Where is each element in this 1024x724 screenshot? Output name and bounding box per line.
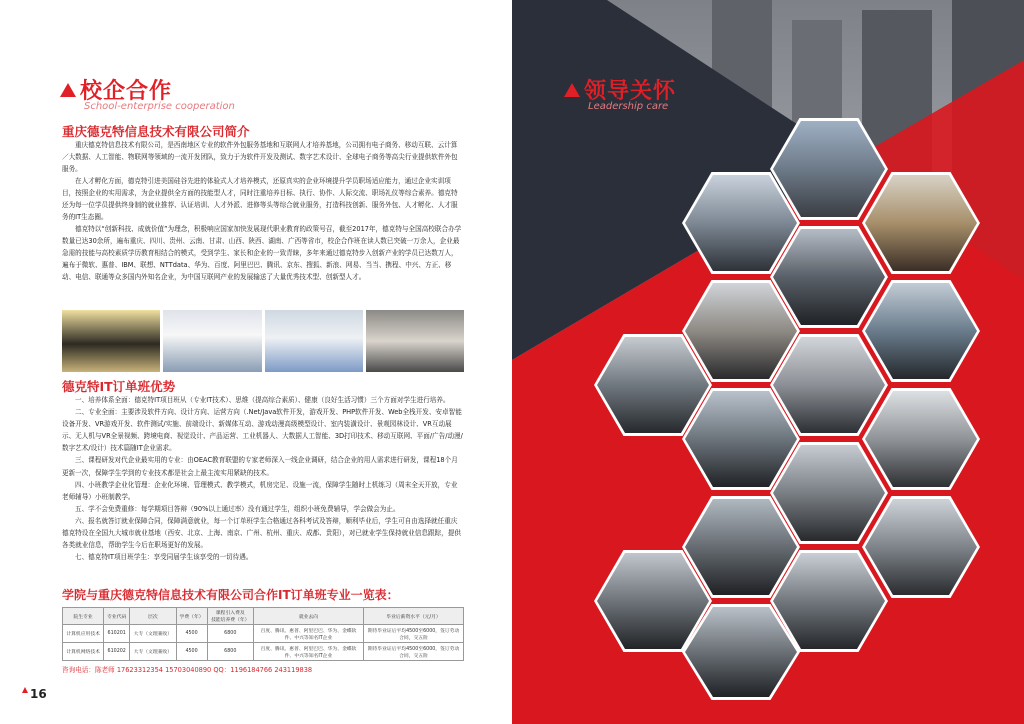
triangle-icon (564, 83, 580, 97)
advantage-item: 四、小班教学企业化管理：企业化环境、管理模式、教学模式，机房完足、设施一流，保障学生随时上机练习（周末全天开放，专业老师辅导）小班制教学。 (62, 480, 458, 501)
table-cell: 4500 (176, 625, 207, 643)
advantage-item: 五、学不会免费重修：每学期项目答辩（90%以上通过率）没有通过学生，组织小班免费辅导，学会做会为止。 (75, 504, 400, 513)
title-text: 校企合作 (80, 79, 173, 104)
section-subtitle: School-enterprise cooperation (84, 101, 235, 112)
photo-office (366, 310, 464, 372)
table-cell: 计算机网络技术 (63, 643, 104, 661)
major-table (62, 607, 464, 661)
table-cell: 6800 (207, 625, 253, 643)
table-header: 层次 (130, 608, 176, 625)
advantage-item: 一、培养体系全面：德克特IT项目班从（专业IT技术）、思维（提高综合素质）、健康（良好生活习惯）三个方面对学生进行培养。 (75, 396, 450, 404)
advantage-item: 三、课程研发对代企业最实用的专业：由OEAC教育联盟的专家老师深入一线企业调研，结合企业的用人需求进行研发，课程18个月更新一次，保障学生学到的专业技术都是社会上最主流实用紧缺的技术。 (62, 456, 458, 477)
intro-paragraph: 重庆德克特信息技术有限公司，是西南地区专业的软件外包服务基地和互联网人才培养基地，公司拥有电子商务、移动互联、云计算／大数据、人工智能、物联网等领域的一流开发团队，致力于为软件开发及测试、数字艺术设计、全球电子商务等高尖行业提供软件外包服务。 (62, 141, 458, 173)
table-cell: 计算机应用技术 (63, 625, 104, 643)
table-cell: 大专（文理兼收） (130, 643, 176, 661)
right-page (512, 0, 1024, 724)
table-cell: 大专（文理兼收） (130, 625, 176, 643)
table-header: 就业去向 (254, 608, 364, 625)
table-heading: 学院与重庆德克特信息技术有限公司合作IT订单班专业一览表： (62, 588, 399, 602)
table-header: 专业代码 (104, 608, 130, 625)
table-row (63, 643, 464, 661)
table-cell: 610202 (104, 643, 130, 661)
table-cell: 4500 (176, 643, 207, 661)
triangle-icon (60, 83, 76, 97)
photo-training-room (265, 310, 363, 372)
advantage-heading: 德克特IT订单班优势 (62, 379, 176, 394)
table-header: 院生专业 (63, 608, 104, 625)
table-cell: 6800 (207, 643, 253, 661)
right-section-subtitle: Leadership care (588, 101, 669, 112)
table-cell: 百度、腾讯、惠普、阿里巴巴、华为、金蝶软件、中兴等知名IT企业 (254, 625, 364, 643)
table-header: 学费（年） (176, 608, 207, 625)
advantage-item: 二、专业全面：主要涉及软件方向、设计方向、运营方向（.Net/Java软件开发，游戏开发、PHP软件开发、Web全栈开发、安卓智能设备开发、VR游戏开发、软件测试/实施、前端设计、新媒体互动、游戏动漫高级模型设计、室内装潢设计、景观园林设计、VR互动展示、无人机与VR全景视频、跨境电商、视觉设计、产品运营、工业机器人、大数据人工智能、3D打印技术、移动互联网、平面/广告/动漫/数字艺术/设计）技术篇随IT企业需求。 (62, 408, 463, 453)
table-cell: 期待毕业证后平均4500至6000，签订劳动合同，交五险 (364, 643, 464, 661)
table-cell: 610201 (104, 625, 130, 643)
contact-line: 咨询电话：陈老师 17623312354 15703040890 QQ：1196184766 243119838 (62, 666, 313, 674)
photo-classroom (62, 310, 160, 372)
photo-computer-lab (163, 310, 261, 372)
table-header: 课程引入费及 技能培养费（年） (207, 608, 253, 625)
advantage-list (62, 394, 464, 563)
company-heading: 重庆德克特信息技术有限公司简介 (62, 124, 250, 139)
table-row (63, 625, 464, 643)
page-number-text: 16 (30, 687, 47, 701)
advantage-item: 七、德克特IT项目班学生：享受同届学生该享受的一切待遇。 (75, 553, 253, 562)
page-number (22, 687, 47, 701)
table-cell: 期待毕业证后平均4500至6000，签订劳动合同，交五险 (364, 625, 464, 643)
table-header-row (63, 608, 464, 625)
table-header: 毕业后薪资水平（元/月） (364, 608, 464, 625)
intro-paragraph: 在人才孵化方面，德克特引进美国硅谷先进的体验式人才培养模式，还原真实的企业环境提升学员职场适应能力，通过企业实训项目，按照企业的实用需求，为企业提供全方面的技能型人才，同时注重培养目标、执行、协作、人际交流、职场礼仪等综合素养。德克特还为每一位学员提供终身制的就业推荐、认证培训、人才外派、进修等头等综合就业服务，打造科技创新、服务外包、人才孵化、人才服务的IT生态圈。 (62, 177, 458, 221)
advantage-item: 六、报名就答订就业保障合同，保障满意就业，每一个订单班学生合格通过各科考试及答辩，顺利毕业后，学生可自由选择就任重庆德克特设在全国九大城市就业基地（西安、北京、上海、南京、广州、杭州、重庆、成都、贵阳），对已就业学生保持就业信息跟踪，提供各类就业信息，帮助学生今后在职场更好的发展。 (62, 516, 461, 550)
title-text: 领导关怀 (584, 79, 677, 104)
intro-block (62, 139, 464, 283)
triangle-icon (22, 687, 28, 693)
intro-paragraph: 德克特以“创新科技、成就价值”为理念，积极响应国家加快发展现代职业教育的政策号召，截至2017年，德克特与全国高校联合办学数量已达30余所，遍布重庆、四川、贵州、云南、甘肃、山西、陕西、湖南、广西等省市，校企合作班在读人数已突破一万余人，企业最急需的技能与高校素质学历教育相结合的模式，受到学生、家长和企业的一致青睐，多年来通过德克特步入创新产业的学员已达数万人，遍布于微软、惠普、IBM、联想、NTTdata、华为、百度、阿里巴巴、腾讯、京东、搜狐、新浪、网易、当当、携程、中兴、方正、移动、电信、联通等众多国内外知名企业，为中国互联网产业的发展输送了大量优秀技术型、创新型人才。 (62, 225, 462, 281)
table-cell: 百度、腾讯、惠普、阿里巴巴、华为、金蝶软件、中兴等知名IT企业 (254, 643, 364, 661)
photo-strip (62, 310, 464, 372)
